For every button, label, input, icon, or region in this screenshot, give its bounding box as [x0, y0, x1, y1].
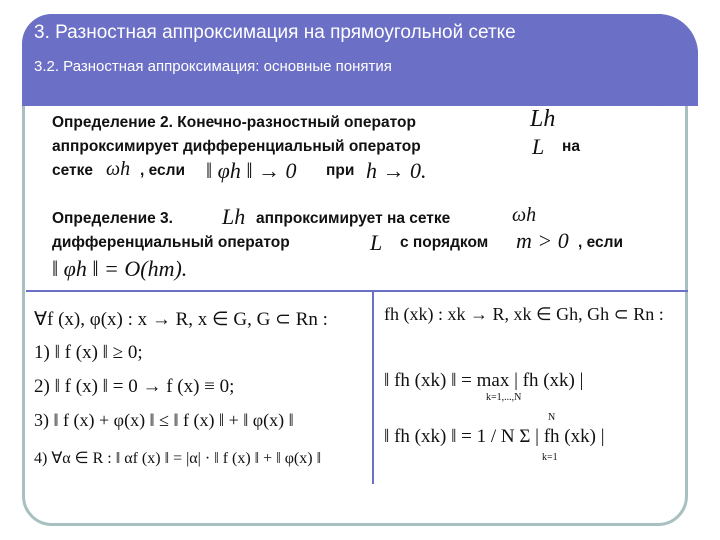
def2-line2: аппроксимирует дифференциальный оператор — [52, 138, 421, 155]
page-title: 3. Разностная аппроксимация на прямоугольной сетке — [34, 22, 516, 43]
def3-order: с порядком — [400, 234, 489, 251]
def3-m: m > 0 — [516, 228, 569, 253]
def2-na: на — [562, 138, 580, 155]
def2-pri: при — [326, 162, 355, 179]
norm-max: ‖ fh (xk) ‖ = max | fh (xk) | — [384, 370, 584, 391]
def3-formula: ‖ φh ‖ = O(hm). — [52, 256, 188, 281]
grid-intro: fh (xk) : xk → R, xk ∈ Gh, Gh ⊂ Rn : — [384, 304, 664, 324]
def3-line1: Определение 3. — [52, 210, 173, 227]
axiom-4: 4) ∀α ∈ R : ‖ αf (x) ‖ = |α| · ‖ f (x) ‖ + ‖ φ(x) ‖ — [34, 450, 322, 467]
def3-omega: ωh — [512, 204, 537, 226]
def2-L: L — [532, 134, 545, 159]
def2-omega: ωh — [106, 158, 131, 180]
def3-L: L — [370, 230, 383, 255]
def3-line2: дифференциальный оператор — [52, 234, 290, 251]
def3-line1b: аппроксимирует на сетке — [256, 210, 451, 227]
axioms-intro: ∀f (x), φ(x) : x → R, x ∈ G, G ⊂ Rn : — [34, 309, 328, 330]
axiom-1: 1) ‖ f (x) ‖ ≥ 0; — [34, 342, 143, 363]
def2-norm: ‖ φh ‖ → 0 — [206, 158, 297, 183]
norm-mean: ‖ fh (xk) ‖ = 1 / N Σ | fh (xk) | — [384, 426, 605, 447]
axiom-3: 3) ‖ f (x) + φ(x) ‖ ≤ ‖ f (x) ‖ + ‖ φ(x) ‖ — [34, 410, 294, 430]
axiom-2: 2) ‖ f (x) ‖ = 0 → f (x) ≡ 0; — [34, 376, 235, 397]
norm-mean-sub: k=1 — [542, 452, 558, 463]
norm-max-sub: k=1,...,N — [486, 392, 522, 403]
page-subtitle: 3.2. Разностная аппроксимация: основные понятия — [34, 58, 392, 75]
horizontal-divider — [26, 290, 688, 292]
def2-setke: сетке — [52, 162, 94, 179]
norm-mean-top: N — [548, 412, 556, 423]
vertical-divider — [372, 292, 374, 484]
def2-op: Lh — [530, 106, 556, 132]
def3-esli: , если — [578, 234, 624, 251]
def2-esli: , если — [140, 162, 186, 179]
def2-line1: Определение 2. Конечно-разностный оператор — [52, 114, 416, 131]
def2-cond: h → 0. — [366, 158, 427, 183]
def3-op: Lh — [222, 204, 246, 229]
